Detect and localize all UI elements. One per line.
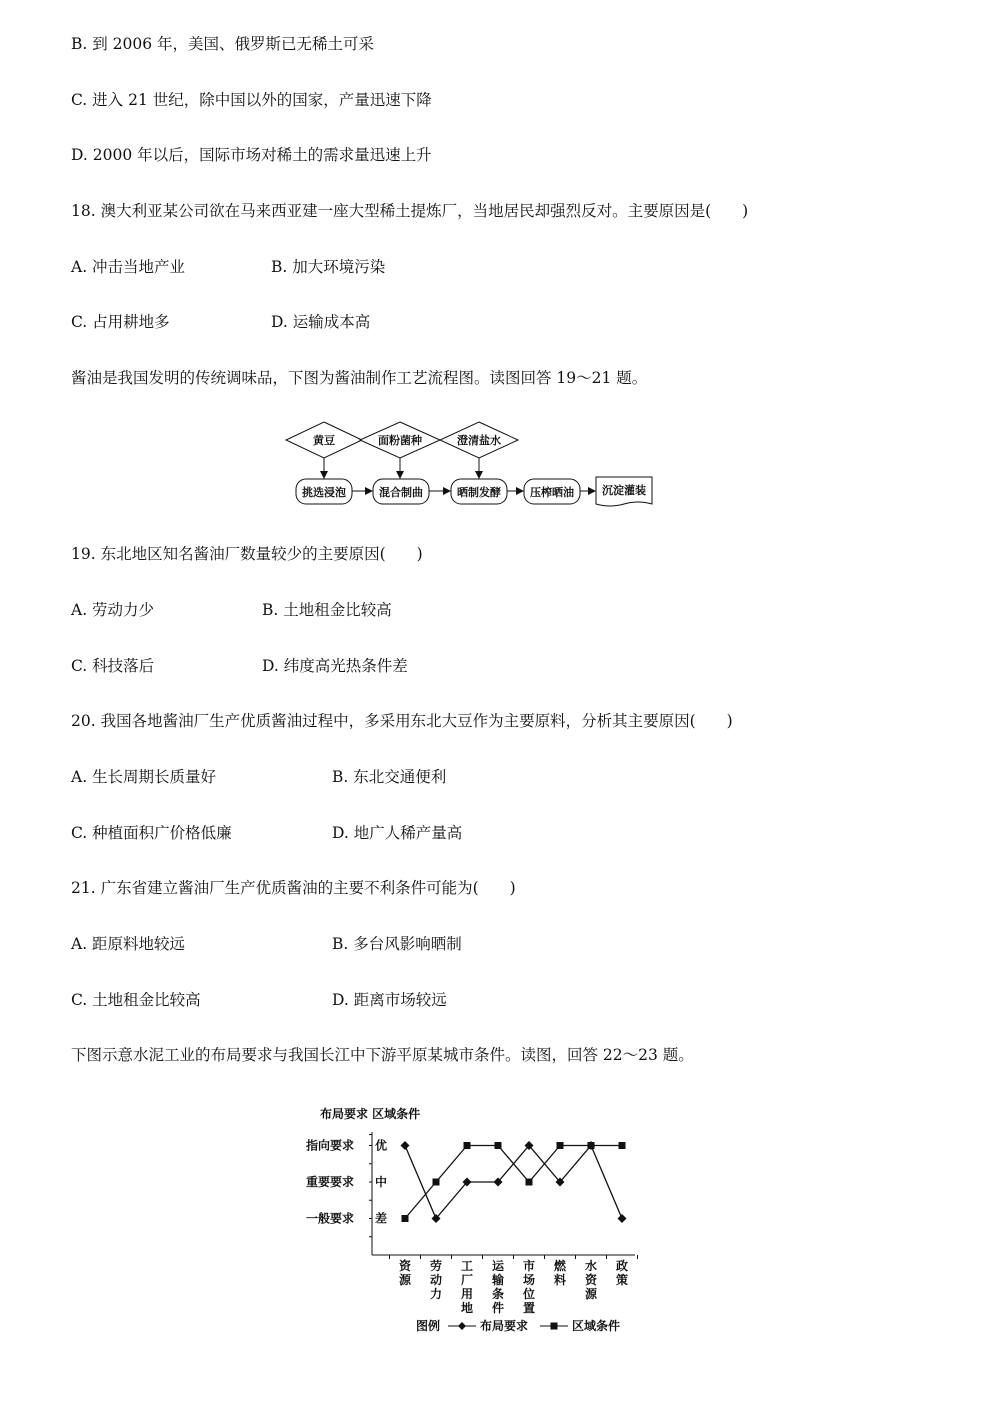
flow-step-select-soak xyxy=(296,479,352,504)
soy-sauce-flowchart xyxy=(280,418,670,513)
flow-step-mix-koji xyxy=(373,479,429,504)
flow-input-brine xyxy=(440,422,518,458)
flow-step-label: 晒制发酵 xyxy=(457,486,501,499)
legend-diamond-marker xyxy=(458,1322,466,1330)
y-level-grade: 差 xyxy=(375,1211,388,1226)
data-point-diamond xyxy=(401,1141,410,1150)
q19-option-b: B. 土地租金比较高 xyxy=(262,601,392,619)
x-tick-label: 资源 xyxy=(398,1259,412,1287)
x-tick-label: 燃料 xyxy=(553,1259,567,1287)
flow-step-ferment xyxy=(451,479,507,504)
q18-option-a: A. 冲击当地产业 xyxy=(71,258,186,276)
flow-step-label: 沉淀灌装 xyxy=(602,484,646,497)
y-level-grade: 优 xyxy=(375,1138,388,1153)
flow-step-label: 挑选浸泡 xyxy=(302,486,346,499)
q21-option-a: A. 距原料地较远 xyxy=(71,935,186,953)
q17-option-b: B. 到 2006 年，美国、俄罗斯已无稀土可采 xyxy=(71,35,375,53)
intro-cement: 下图示意水泥工业的布局要求与我国长江中下游平原某城市条件。读图，回答 22～23 题。 xyxy=(71,1046,694,1064)
x-tick-label: 市场位置 xyxy=(522,1259,536,1315)
flow-step-bottle xyxy=(596,477,652,506)
legend-series-label: 布局要求 xyxy=(480,1319,529,1333)
cement-industry-chart xyxy=(300,1098,660,1343)
x-tick-label: 劳动力 xyxy=(429,1259,443,1301)
q19-option-a: A. 劳动力少 xyxy=(71,601,155,619)
flow-step-press xyxy=(524,479,580,504)
q19-stem: 19. 东北地区知名酱油厂数量较少的主要原因( ) xyxy=(71,545,423,563)
flow-input-soybean xyxy=(286,422,362,458)
data-point-square xyxy=(557,1142,564,1149)
q18-stem: 18. 澳大利亚某公司欲在马来西亚建一座大型稀土提炼厂，当地居民却强烈反对。主要原因是( ) xyxy=(71,202,749,220)
q17-option-d: D. 2000 年以后，国际市场对稀土的需求量迅速上升 xyxy=(71,146,432,164)
data-point-square xyxy=(495,1142,502,1149)
flow-input-label: 黄豆 xyxy=(313,434,335,447)
data-point-square xyxy=(464,1142,471,1149)
data-point-square xyxy=(402,1215,409,1222)
y-level-label: 一般要求 xyxy=(305,1211,354,1226)
x-tick-label: 政策 xyxy=(615,1259,629,1287)
data-point-square xyxy=(588,1142,595,1149)
x-tick-label: 工厂用地 xyxy=(460,1259,474,1315)
q17-option-c: C. 进入 21 世纪，除中国以外的国家，产量迅速下降 xyxy=(71,91,432,109)
q20-stem: 20. 我国各地酱油厂生产优质酱油过程中，多采用东北大豆作为主要原料，分析其主要原因( ) xyxy=(71,712,733,730)
q21-option-c: C. 土地租金比较高 xyxy=(71,991,201,1009)
q21-option-b: B. 多台风影响晒制 xyxy=(332,935,462,953)
chart-legend xyxy=(416,1318,620,1333)
data-point-square xyxy=(526,1179,533,1186)
flow-input-flour-starter xyxy=(360,422,440,458)
chart-header: 布局要求 区域条件 xyxy=(320,1107,421,1121)
flow-step-label: 压榨晒油 xyxy=(530,486,574,499)
data-point-square xyxy=(619,1142,626,1149)
y-level-grade: 中 xyxy=(375,1175,388,1189)
y-level-label: 重要要求 xyxy=(305,1175,354,1189)
data-point-square xyxy=(433,1179,440,1186)
y-level-label: 指向要求 xyxy=(305,1138,354,1153)
q21-stem: 21. 广东省建立酱油厂生产优质酱油的主要不利条件可能为( ) xyxy=(71,879,516,897)
q20-option-a: A. 生长周期长质量好 xyxy=(71,768,217,786)
q18-option-d: D. 运输成本高 xyxy=(271,313,371,331)
data-point-diamond xyxy=(618,1214,627,1223)
x-tick-label: 运输条件 xyxy=(491,1259,505,1315)
flow-step-label: 混合制曲 xyxy=(379,486,423,499)
q20-option-b: B. 东北交通便利 xyxy=(332,768,447,786)
flow-input-label: 澄清盐水 xyxy=(457,434,501,447)
q20-option-d: D. 地广人稀产量高 xyxy=(332,824,463,842)
legend-title: 图例 xyxy=(416,1319,441,1333)
q19-option-d: D. 纬度高光热条件差 xyxy=(262,657,408,675)
q21-option-d: D. 距离市场较远 xyxy=(332,991,447,1009)
flow-input-label: 面粉菌种 xyxy=(378,434,422,447)
x-tick-label: 水资源 xyxy=(584,1259,598,1301)
q20-option-c: C. 种植面积广价格低廉 xyxy=(71,824,232,842)
legend-series-label: 区域条件 xyxy=(572,1319,621,1333)
intro-soy-sauce: 酱油是我国发明的传统调味品，下图为酱油制作工艺流程图。读图回答 19～21 题。 xyxy=(71,369,648,387)
legend-square-marker xyxy=(551,1323,558,1330)
q18-option-b: B. 加大环境污染 xyxy=(271,258,386,276)
q19-option-c: C. 科技落后 xyxy=(71,657,155,675)
q18-option-c: C. 占用耕地多 xyxy=(71,313,170,331)
